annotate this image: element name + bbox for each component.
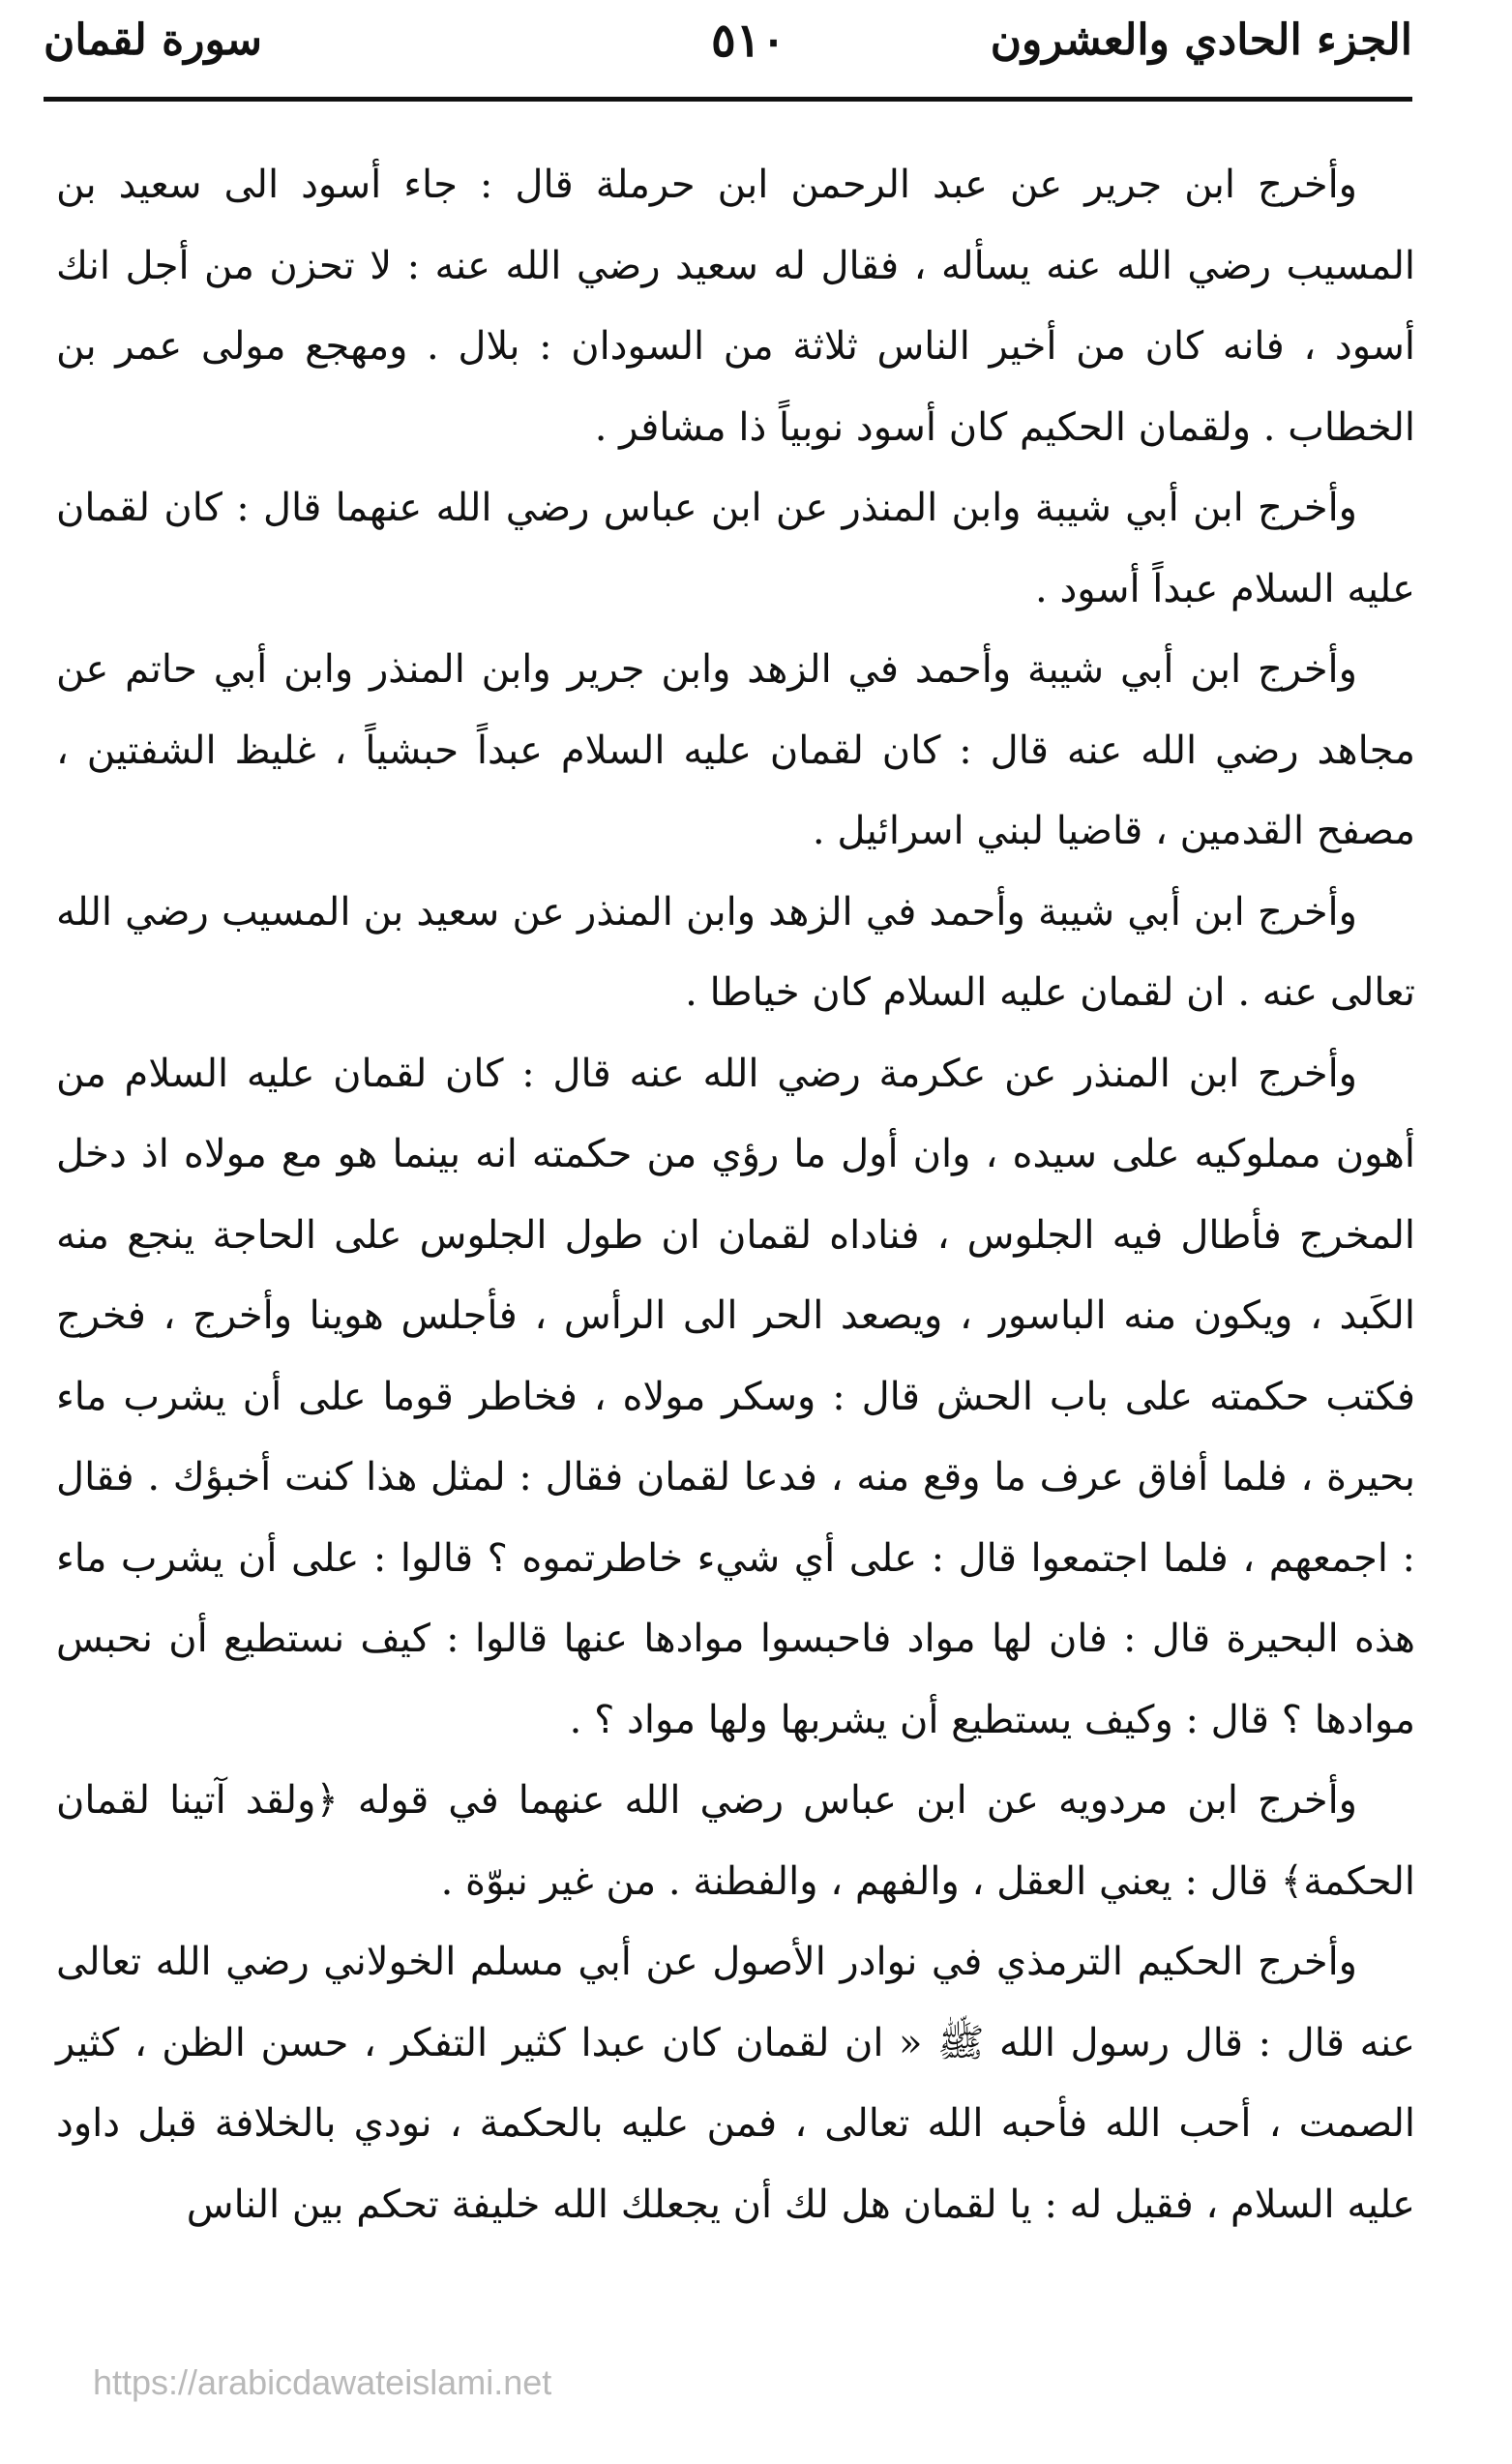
- paragraph-1: وأخرج ابن جرير عن عبد الرحمن ابن حرملة قال : جاء أسود الى سعيد بن المسيب رضي الله عنه يسأله ، فقال له سعيد رضي الله عنه : لا تحزن من أجل انك أسود ، فانه كان من أخير الناس ثلاثة من السودان : بلال . ومهجع مولى عمر بن الخطاب . ولقمان الحكيم كان أسود نوبياً ذا مشافر .: [56, 163, 1415, 450]
- page-body: [56, 145, 1415, 2245]
- header-rule: [44, 97, 1412, 102]
- page-number: ٥١٠: [711, 14, 786, 68]
- source-watermark: https://arabicdawateislami.net: [93, 2362, 552, 2402]
- paragraph-2: وأخرج ابن أبي شيبة وابن المنذر عن ابن عباس رضي الله عنهما قال : كان لقمان عليه السلام عبداً أسود .: [56, 486, 1415, 611]
- running-header: [44, 8, 1412, 85]
- paragraph-3: وأخرج ابن أبي شيبة وأحمد في الزهد وابن جرير وابن المنذر وابن أبي حاتم عن مجاهد رضي الله عنه قال : كان لقمان عليه السلام عبداً حبشياً ، غليظ الشفتين ، مصفح القدمين ، قاضيا لبني اسرائيل .: [56, 647, 1415, 853]
- paragraph-7: وأخرج الحكيم الترمذي في نوادر الأصول عن أبي مسلم الخولاني رضي الله تعالى عنه قال : قال رسول الله ﷺ « ان لقمان كان عبدا كثير التفكر ، حسن الظن ، كثير الصمت ، أحب الله فأحبه الله تعالى ، فمن عليه بالحكمة ، نودي بالخلافة قبل داود عليه السلام ، فقيل له : يا لقمان هل لك أن يجعلك الله خليفة تحكم بين الناس: [56, 1940, 1415, 2227]
- paragraph-5: وأخرج ابن المنذر عن عكرمة رضي الله عنه قال : كان لقمان عليه السلام من أهون مملوكيه على سيده ، وان أول ما رؤي من حكمته انه بينما هو مع مولاه اذ دخل المخرج فأطال فيه الجلوس ، فناداه لقمان ان طول الجلوس على الحاجة ينجع منه الكَبد ، ويكون منه الباسور ، ويصعد الحر الى الرأس ، فأجلس هوينا وأخرج ، فخرج فكتب حكمته على باب الحش قال : وسكر مولاه ، فخاطر قوما على أن يشرب ماء بحيرة ، فلما أفاق عرف ما وقع منه ، فدعا لقمان فقال : لمثل هذا كنت أخبؤك . فقال : اجمعهم ، فلما اجتمعوا قال : على أي شيء خاطرتموه ؟ قالوا : على أن يشرب ماء هذه البحيرة قال : فان لها مواد فاحبسوا موادها عنها قالوا : كيف نستطيع أن نحبس موادها ؟ قال : وكيف يستطيع أن يشربها ولها مواد ؟ .: [56, 1051, 1416, 1742]
- paragraph-4: وأخرج ابن أبي شيبة وأحمد في الزهد وابن المنذر عن سعيد بن المسيب رضي الله تعالى عنه . ان لقمان عليه السلام كان خياطا .: [56, 889, 1415, 1015]
- juz-title: الجزء الحادي والعشرون: [990, 15, 1412, 65]
- surah-title: سورة لقمان: [44, 15, 263, 65]
- paragraph-6: وأخرج ابن مردويه عن ابن عباس رضي الله عنهما في قوله ﴿ولقد آتينا لقمان الحكمة﴾ قال : يعني العقل ، والفهم ، والفطنة . من غير نبوّة .: [56, 1778, 1415, 1904]
